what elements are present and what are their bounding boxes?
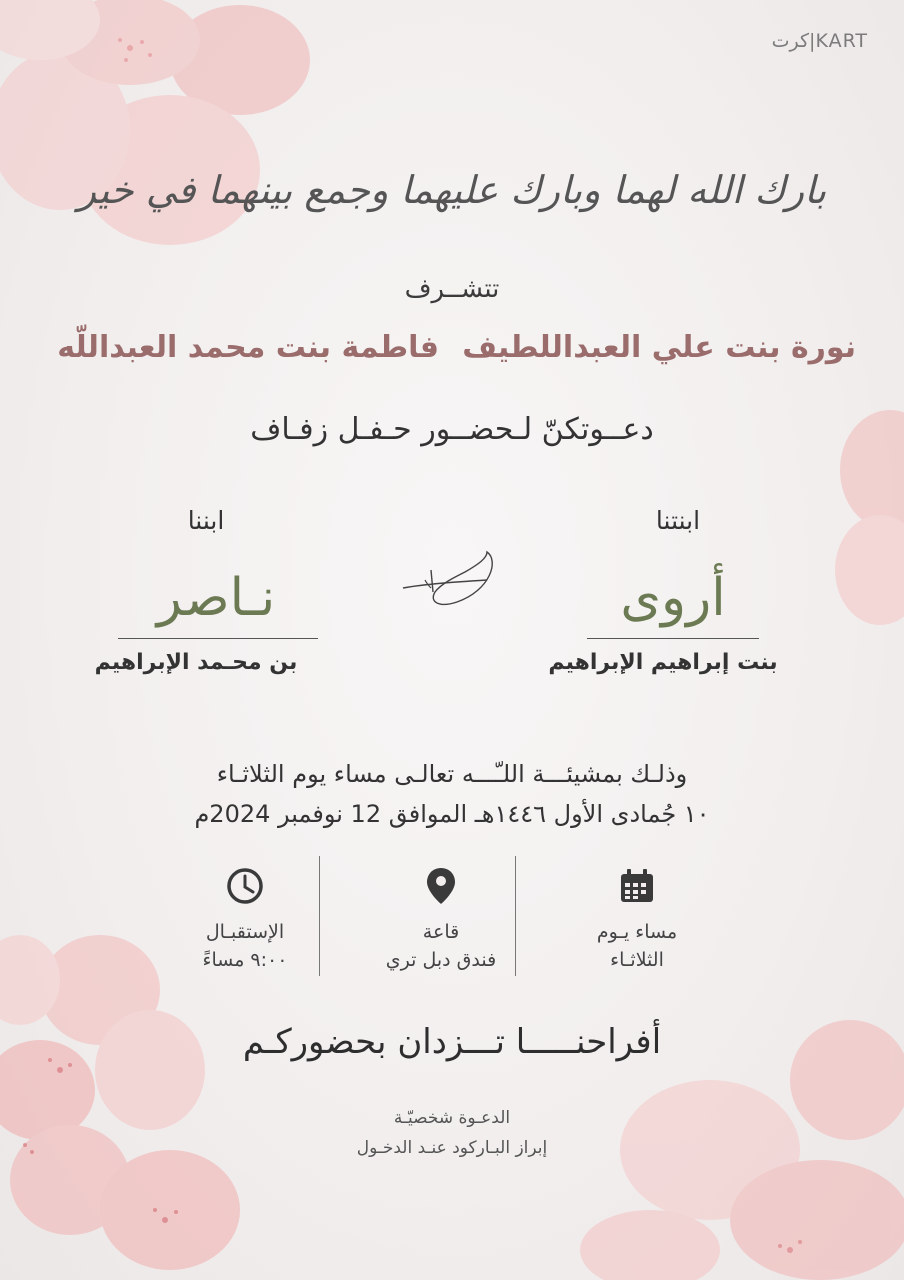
bride-name-divider — [587, 638, 759, 639]
calligraphy-ornament-icon — [395, 540, 501, 616]
note-personal-invitation: الدعـوة شخصيّـة — [393, 1108, 511, 1128]
date-detail-line-2: الثلاثـاء — [610, 949, 664, 971]
date-detail-line-1: مساء يـوم — [596, 921, 678, 943]
venue-detail-line-2: فندق دبل تري — [385, 949, 497, 971]
brand-logo: كرت|KART — [771, 30, 868, 52]
venue-detail-line-1: قاعة — [422, 921, 460, 943]
host-name-1: نورة بنت علي العبداللطيف — [462, 330, 856, 365]
invite-line: دعــوتكنّ لـحضــور حـفـل زفـاف — [250, 412, 654, 447]
flower-decoration-bottom-left — [0, 920, 260, 1280]
flower-decoration-top-left — [0, 0, 320, 280]
bride-full-name: بنت إبراهيم الإبراهيم — [548, 650, 778, 675]
time-detail — [150, 866, 340, 974]
groom-name-divider — [118, 638, 318, 639]
note-barcode: إبراز البـاركود عنـد الدخـول — [356, 1138, 548, 1158]
venue-detail — [346, 866, 536, 974]
date-line-1: وذلـك بمشيئـــة اللـّـــه تعالـى مساء يوم الثلاثـاء — [216, 760, 688, 788]
location-pin-icon — [421, 866, 461, 906]
groom-label: ابننا — [187, 506, 225, 535]
time-detail-line-2: ٩:٠٠ مساءً — [202, 949, 288, 971]
honored-line: تتشــرف — [404, 274, 500, 304]
host-name-2: فاطمة بنت محمد العبداللّه — [57, 330, 439, 365]
date-detail — [542, 866, 732, 974]
clock-icon — [225, 866, 265, 906]
blessing-calligraphy: بارك الله لهما وبارك عليهما وجمع بينهما في خير — [77, 168, 827, 212]
groom-name: نـاصر — [156, 568, 276, 628]
calendar-icon — [617, 866, 657, 906]
bride-label: ابنتنا — [655, 506, 701, 535]
bride-name: أروى — [620, 568, 726, 628]
groom-full-name: بن محـمد الإبراهيم — [94, 650, 298, 675]
date-line-2: ١٠ جُمادى الأول ١٤٤٦هـ الموافق 12 نوفمبر 2024م — [194, 800, 710, 828]
closing-line: أفراحنـــــا تـــزدان بحضوركـم — [242, 1022, 662, 1062]
time-detail-line-1: الإستقبـال — [205, 921, 285, 943]
